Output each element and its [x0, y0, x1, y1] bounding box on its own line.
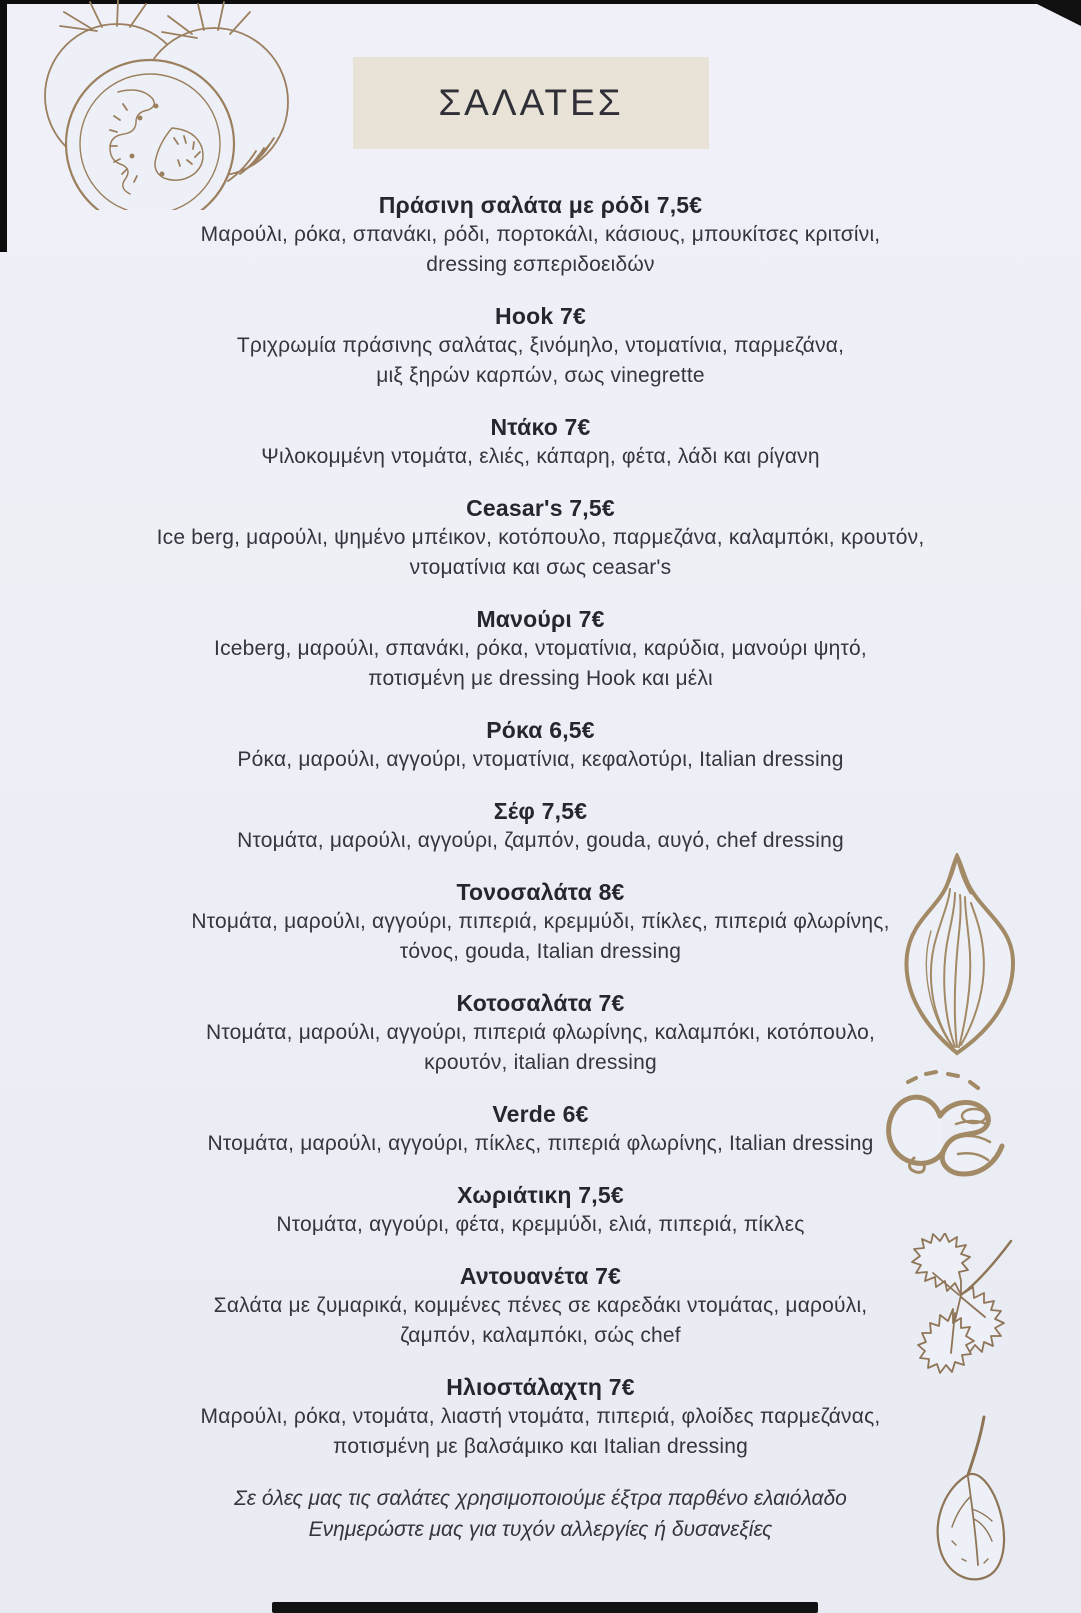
item-price: 8€	[598, 879, 625, 905]
menu-item-description-line: Μαρούλι, ρόκα, ντομάτα, λιαστή ντομάτα, πιπεριά, φλοίδες παρμεζάνας,	[200, 1405, 881, 1428]
menu-item-name-price	[70, 604, 1011, 634]
item-name: Ντάκο	[490, 414, 558, 440]
menu-item-description-line: Ντομάτα, μαρούλι, αγγούρι, πίκλες, πιπεριά φλωρίνης, Italian dressing	[207, 1132, 874, 1155]
item-price: 7,5€	[656, 192, 703, 218]
menu-item-tonosalata	[70, 877, 1011, 967]
menu-item-manouri	[70, 604, 1011, 694]
photo-edge-corner	[1029, 0, 1081, 26]
item-name: Χωριάτικη	[457, 1182, 572, 1208]
menu-item-description-line: ζαμπόν, καλαμπόκι, σώς chef	[400, 1324, 681, 1347]
menu-item-sef	[70, 796, 1011, 856]
menu-item-ntako	[70, 412, 1011, 472]
menu-item-antouaneta	[70, 1261, 1011, 1351]
item-price: 7€	[608, 1374, 635, 1400]
item-price: 7€	[598, 990, 625, 1016]
menu-item-description-line: μιξ ξηρών καρπών, σως vinegrette	[376, 364, 705, 387]
menu-item-description-line: Ψιλοκομμένη ντομάτα, ελιές, κάπαρη, φέτα, λάδι και ρίγανη	[261, 445, 820, 468]
menu-item-description-line: κρουτόν, italian dressing	[424, 1051, 657, 1074]
menu-item-hook	[70, 301, 1011, 391]
menu-item-description-line: Μαρούλι, ρόκα, σπανάκι, ρόδι, πορτοκάλι, κάσιους, μπουκίτσες κριτσίνι,	[200, 223, 881, 246]
item-price: 6€	[562, 1101, 589, 1127]
item-name: Τονοσαλάτα	[456, 879, 592, 905]
menu-item-description-line: ντοματίνια και σως ceasar's	[409, 556, 672, 579]
menu-item-name-price	[70, 1099, 1011, 1129]
menu-item-name-price	[70, 1372, 1011, 1402]
menu-item-description-line: Ρόκα, μαρούλι, αγγούρι, ντοματίνια, κεφαλοτύρι, Italian dressing	[237, 748, 844, 771]
item-price: 7€	[595, 1263, 622, 1289]
item-name: Hook	[495, 303, 554, 329]
menu-item-iliostalaxti	[70, 1372, 1011, 1462]
item-price: 7,5€	[569, 495, 615, 521]
menu-item-kotosalata	[70, 988, 1011, 1078]
menu-item-name-price	[70, 796, 1011, 826]
photo-edge-left	[0, 0, 7, 252]
photo-edge-bottom	[272, 1602, 818, 1613]
footer-note-line: Ενημερώστε μας για τυχόν αλλεργίες ή δυσανεξίες	[308, 1518, 773, 1541]
menu-item-name-price	[70, 190, 1011, 220]
menu-items-list	[70, 190, 1011, 1545]
item-name: Μανούρι	[476, 606, 572, 632]
menu-item-description-line: τόνος, gouda, Italian dressing	[399, 940, 682, 963]
menu-item-description-line: Ντομάτα, αγγούρι, φέτα, κρεμμύδι, ελιά, πιπεριά, πίκλες	[276, 1213, 805, 1236]
menu-item-description-line: Ice berg, μαρούλι, ψημένο μπέικον, κοτόπουλο, παρμεζάνα, καλαμπόκι, κρουτόν,	[156, 526, 925, 549]
item-price: 6,5€	[549, 717, 595, 743]
item-name: Πράσινη σαλάτα με ρόδι	[378, 192, 651, 218]
section-title-box	[353, 57, 709, 149]
menu-item-description-line: Σαλάτα με ζυμαρικά, κομμένες πένες σε καρεδάκι ντομάτας, μαρούλι,	[213, 1294, 868, 1317]
item-price: 7,5€	[578, 1182, 624, 1208]
section-title: ΣΑΛΑΤΕΣ	[438, 82, 624, 123]
menu-item-description-line: Ντομάτα, μαρούλι, αγγούρι, πιπεριά φλωρίνης, καλαμπόκι, κοτόπουλο,	[206, 1021, 875, 1044]
menu-item-name-price	[70, 1180, 1011, 1210]
menu-item-name-price	[70, 301, 1011, 331]
menu-item-description-line: ποτισμένη με βαλσάμικο και Italian dressing	[332, 1435, 749, 1458]
item-name: Ηλιοστάλαχτη	[446, 1374, 603, 1400]
menu-item-description-line: dressing εσπεριδοειδών	[426, 253, 655, 276]
menu-item-verde	[70, 1099, 1011, 1159]
menu-item-name-price	[70, 877, 1011, 907]
menu-item-description-line: Iceberg, μαρούλι, σπανάκι, ρόκα, ντοματίνια, καρύδια, μανούρι ψητό,	[214, 637, 867, 660]
menu-item-description-line: Ντομάτα, μαρούλι, αγγούρι, πιπεριά, κρεμμύδι, πίκλες, πιπεριά φλωρίνης,	[191, 910, 890, 933]
menu-item-name-price	[70, 988, 1011, 1018]
footer-note-line: Σε όλες μας τις σαλάτες χρησιμοποιούμε έξτρα παρθένο ελαιόλαδο	[234, 1487, 847, 1510]
item-name: Ρόκα	[486, 717, 543, 743]
item-name: Verde	[492, 1101, 557, 1127]
menu-item-ceasars	[70, 493, 1011, 583]
menu-item-name-price	[70, 715, 1011, 745]
item-price: 7€	[564, 414, 591, 440]
item-price: 7,5€	[541, 798, 588, 824]
menu-item-roka	[70, 715, 1011, 775]
menu-item-name-price	[70, 412, 1011, 442]
item-price: 7€	[578, 606, 605, 632]
menu-item-name-price	[70, 493, 1011, 523]
item-name: Ceasar's	[466, 495, 563, 521]
menu-item-description-line: Τριχρωμία πράσινης σαλάτας, ξινόμηλο, ντοματίνια, παρμεζάνα,	[236, 334, 845, 357]
item-name: Κοτοσαλάτα	[456, 990, 592, 1016]
menu-footer-note	[70, 1483, 1011, 1545]
item-name: Σέφ	[493, 798, 536, 824]
item-name: Αντουανέτα	[459, 1263, 589, 1289]
menu-item-description-line: Ντομάτα, μαρούλι, αγγούρι, ζαμπόν, gouda, αυγό, chef dressing	[237, 829, 844, 852]
menu-item-description-line: ποτισμένη με dressing Hook και μέλι	[368, 667, 713, 690]
menu-item-xoriatiki	[70, 1180, 1011, 1240]
menu-item-prasini-salata	[70, 190, 1011, 280]
tomatoes-illustration-icon	[22, 0, 290, 210]
item-price: 7€	[559, 303, 586, 329]
menu-item-name-price	[70, 1261, 1011, 1291]
